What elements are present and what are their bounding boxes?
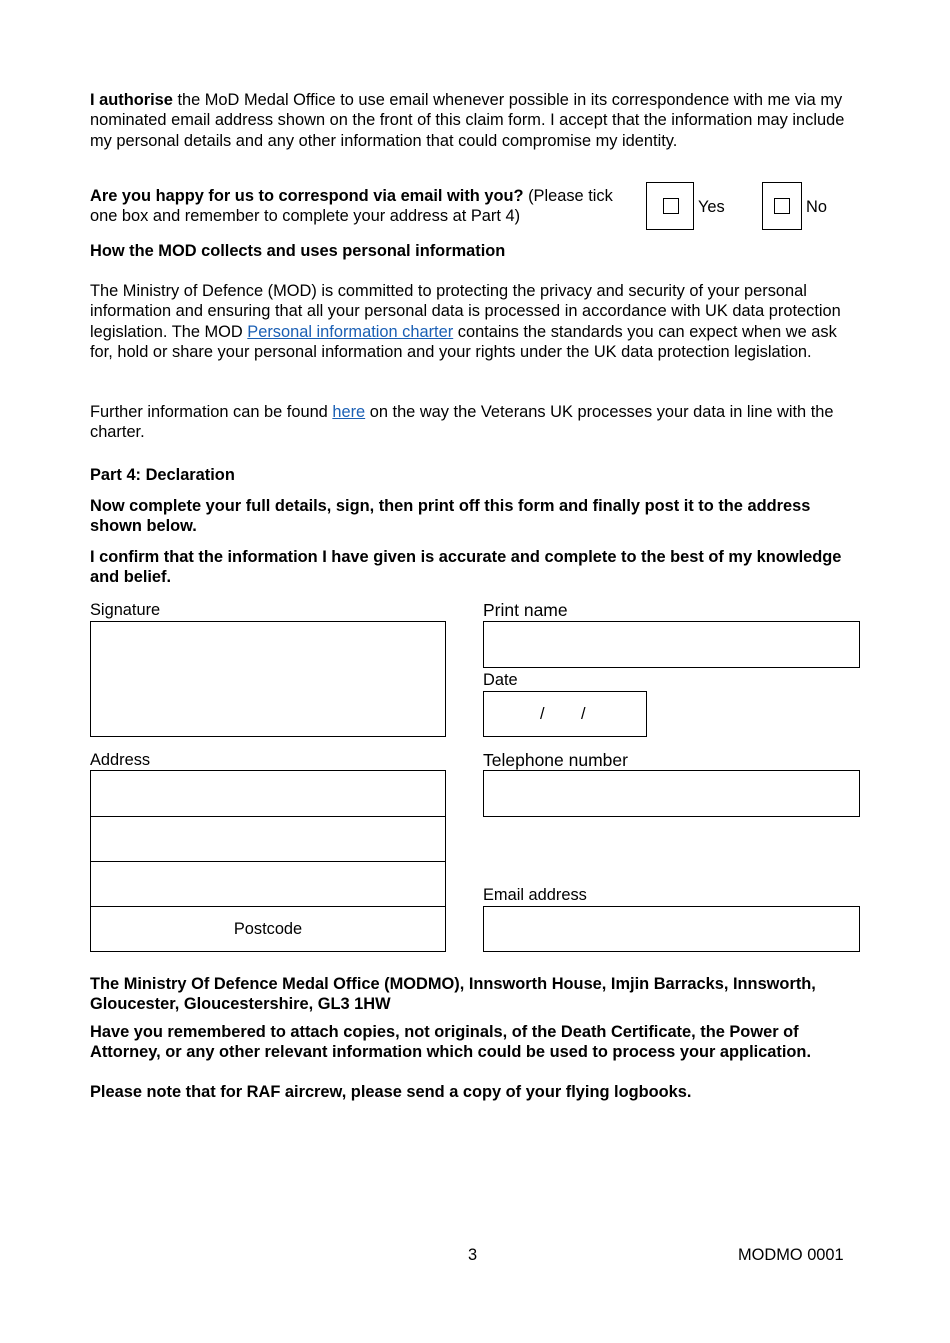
address-label: Address <box>90 751 151 769</box>
consent-paragraph <box>90 90 860 151</box>
address-line-2-field[interactable] <box>90 816 446 862</box>
signature-label: Signature <box>90 601 161 619</box>
date-separators: / / <box>540 705 586 723</box>
address-line-1-field[interactable] <box>90 770 446 817</box>
declaration-heading: Part 4: Declaration <box>90 466 235 484</box>
privacy-paragraph: The Ministry of Defence (MOD) is committed to protecting the privacy and security of your personal information and ensuring that all your personal data is processed in accordance with UK data protection legislation. The MOD Personal information charter contains the standards you can expect when we ask for, hold or share your personal information and your rights under the UK data protection legislation. <box>90 282 841 362</box>
personal-information-charter-link[interactable]: Personal information charter <box>247 322 454 341</box>
further-info-paragraph: Further information can be found here on the way the Veterans UK processes your data in line with the charter. <box>90 403 834 442</box>
yes-checkbox[interactable] <box>663 198 679 214</box>
email-question-text: (Please tick one box and remember to complete your address at Part 4) <box>90 187 613 226</box>
declaration-instruction: Now complete your full details, sign, then print off this form and finally post it to the address shown below. <box>90 497 811 536</box>
attachments-reminder: Have you remembered to attach copies, not originals, of the Death Certificate, the Power of Attorney, or any other relevant information which could be used to process your application. <box>90 1023 811 1062</box>
declaration-confirm: I confirm that the information I have given is accurate and complete to the best of my knowledge and belief. <box>90 548 842 587</box>
print-name-label: Print name <box>483 600 568 620</box>
postal-address: The Ministry Of Defence Medal Office (MODMO), Innsworth House, Imjin Barracks, Innsworth, Gloucester, Gloucestershire, GL3 1HW <box>90 975 816 1014</box>
no-label: No <box>806 198 827 216</box>
yes-option-box <box>646 182 694 230</box>
telephone-label: Telephone number <box>483 750 628 770</box>
yes-label: Yes <box>698 198 725 216</box>
here-link[interactable]: here <box>332 403 366 421</box>
form-code: MODMO 0001 <box>738 1246 844 1264</box>
telephone-field[interactable] <box>483 770 860 817</box>
no-checkbox[interactable] <box>774 198 790 214</box>
date-label: Date <box>483 671 518 689</box>
raf-aircrew-note: Please note that for RAF aircrew, please send a copy of your flying logbooks. <box>90 1083 692 1101</box>
print-name-field[interactable] <box>483 621 860 668</box>
authorise-bold: I authorise <box>90 91 173 109</box>
signature-field[interactable] <box>90 621 446 737</box>
date-field[interactable] <box>483 691 647 737</box>
address-line-3-field[interactable] <box>90 861 446 907</box>
email-question <box>90 186 630 227</box>
email-question-bold: Are you happy for us to correspond via email with you? <box>90 187 524 205</box>
postcode-field[interactable] <box>90 906 446 952</box>
no-option-box <box>762 182 802 230</box>
page-number: 3 <box>468 1246 478 1264</box>
authorise-text: the MoD Medal Office to use email whenever possible in its correspondence with me via my nominated email address shown on the front of this claim form. I accept that the information may include my personal details and any other information that could compromise my identity. <box>90 91 845 150</box>
postcode-label: Postcode <box>233 920 303 938</box>
email-label: Email address <box>483 886 587 904</box>
privacy-heading: How the MOD collects and uses personal information <box>90 242 506 260</box>
email-field[interactable] <box>483 906 860 952</box>
